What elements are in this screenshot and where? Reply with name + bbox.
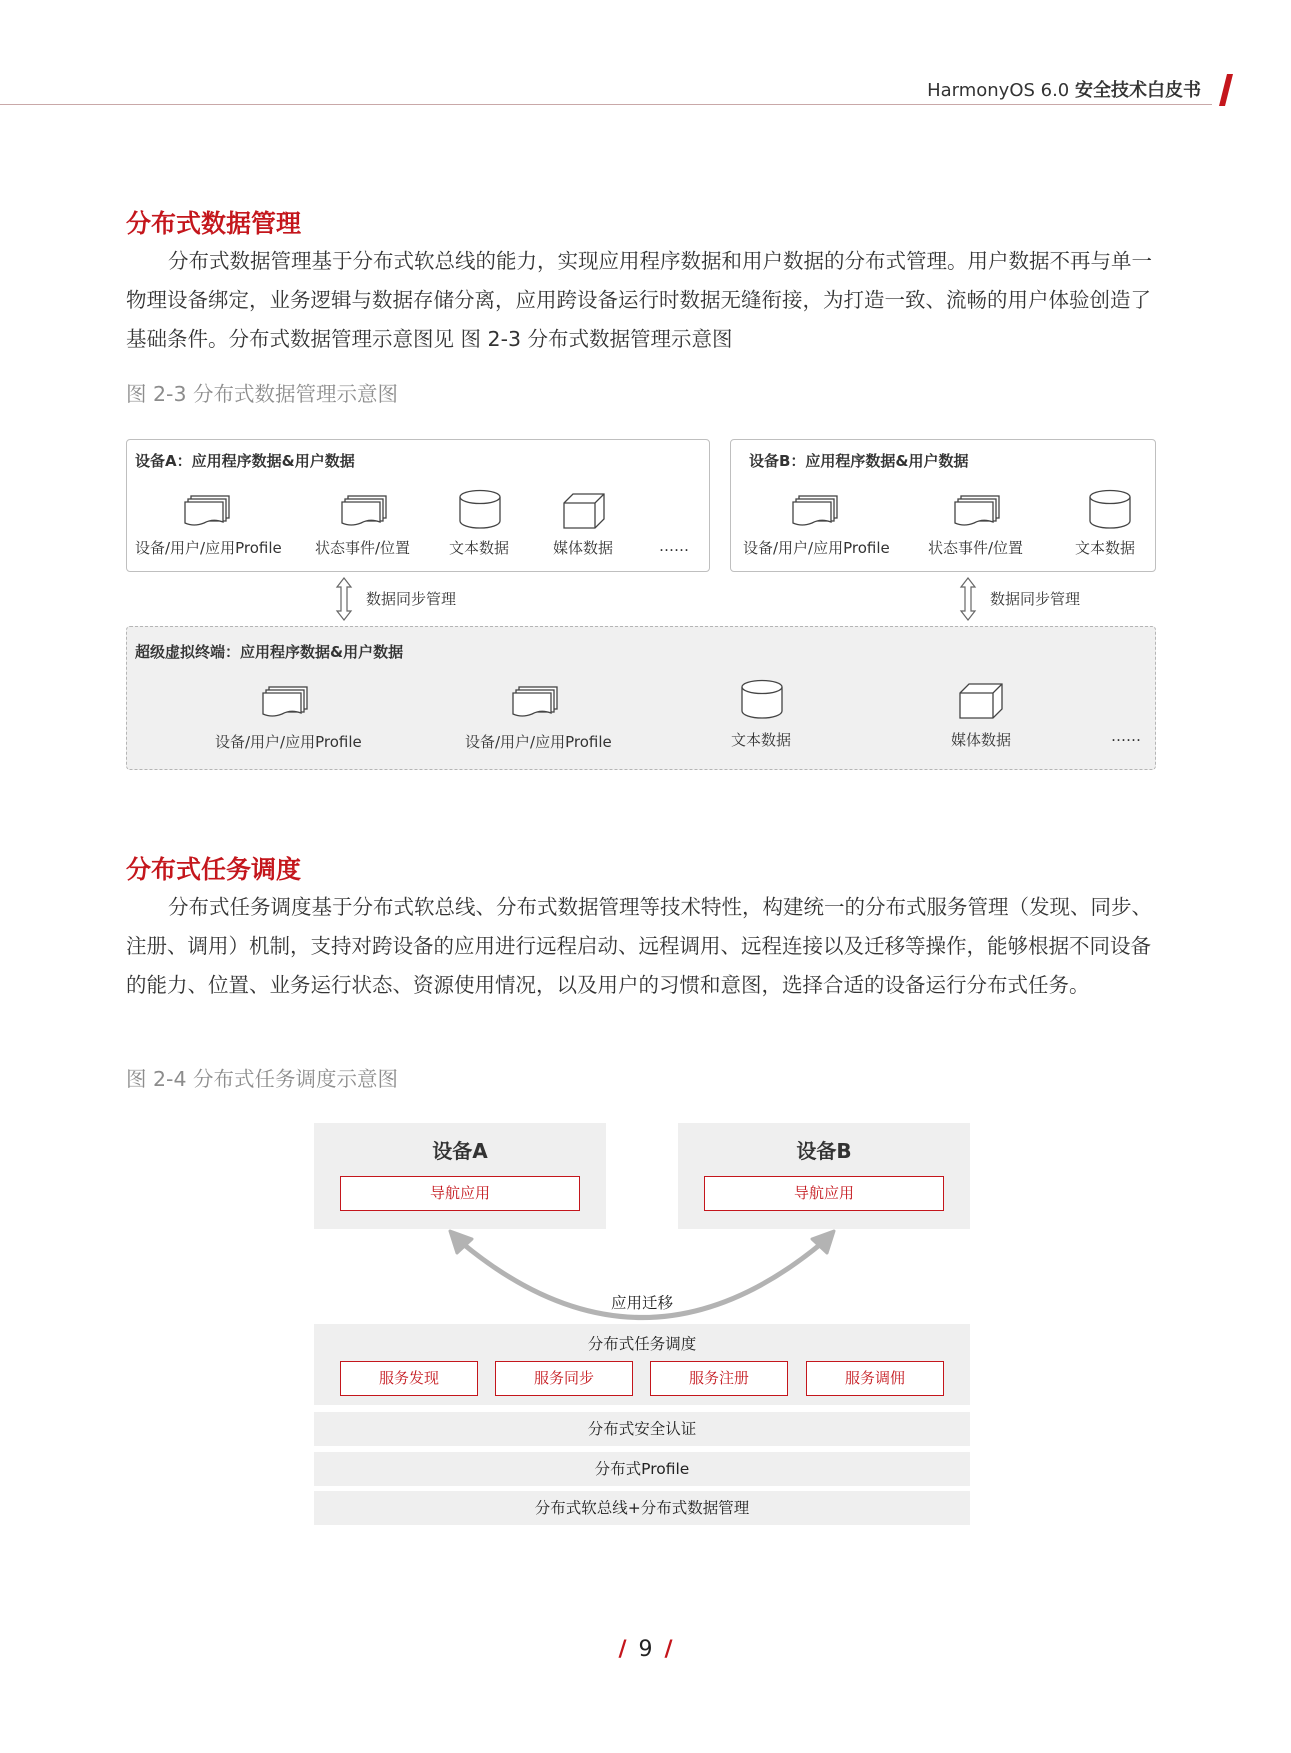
task-scheduler-panel xyxy=(314,1324,970,1405)
database-icon xyxy=(457,489,503,531)
sync-label-a: 数据同步管理 xyxy=(366,590,457,608)
device-b-data-box xyxy=(730,439,1156,572)
sync-arrow-icon xyxy=(334,576,354,622)
device-a-item-media: 媒体数据 xyxy=(553,539,614,557)
cube-icon xyxy=(957,681,1005,721)
section-paragraph-distributed-data: 分布式数据管理基于分布式软总线的能力，实现应用程序数据和用户数据的分布式管理。用户数据不再与单一物理设备绑定，业务逻辑与数据存储分离，应用跨设备运行时数据无缝衔接，为打造一致、流畅的用户体验创造了基础条件。分布式数据管理示意图见 图 2-3 分布式数据管理示意图 xyxy=(126,249,1152,351)
header-doc-title: 安全技术白皮书 xyxy=(1075,80,1201,101)
stacked-sheets-icon xyxy=(183,494,233,528)
device-b-panel xyxy=(678,1123,970,1229)
super-item-profile-2: 设备/用户/应用Profile xyxy=(465,733,612,751)
page-number xyxy=(0,1637,1291,1662)
device-a-title: 设备A xyxy=(432,1139,488,1163)
header-accent-mark xyxy=(1219,74,1233,106)
super-item-profile-1: 设备/用户/应用Profile xyxy=(215,733,362,751)
device-a-item-text: 文本数据 xyxy=(449,539,510,557)
header-title xyxy=(927,76,1201,102)
super-terminal-label: 超级虚拟终端：应用程序数据&用户数据 xyxy=(135,643,404,661)
database-icon xyxy=(1087,489,1133,531)
sync-arrow-icon xyxy=(958,576,978,622)
header-product: HarmonyOS 6.0 xyxy=(927,80,1070,101)
cube-icon xyxy=(561,491,607,531)
device-a-box-label: 设备A：应用程序数据&用户数据 xyxy=(135,452,355,470)
service-register-box: 服务注册 xyxy=(650,1361,788,1396)
database-icon xyxy=(739,679,785,721)
device-b-title: 设备B xyxy=(796,1139,852,1163)
sync-label-b: 数据同步管理 xyxy=(990,590,1081,608)
device-a-data-box xyxy=(126,439,710,572)
super-item-media: 媒体数据 xyxy=(951,731,1012,749)
device-a-item-more: …… xyxy=(659,537,689,555)
figure-caption-2-4: 图 2-4 分布式任务调度示意图 xyxy=(126,1067,399,1091)
layer-security-auth: 分布式安全认证 xyxy=(314,1412,970,1446)
figure-2-3 xyxy=(126,439,1156,779)
service-invoke-box: 服务调佣 xyxy=(806,1361,944,1396)
device-b-box-label: 设备B：应用程序数据&用户数据 xyxy=(749,452,969,470)
figure-2-4 xyxy=(314,1123,970,1525)
stacked-sheets-icon xyxy=(791,494,841,528)
device-b-item-profile: 设备/用户/应用Profile xyxy=(743,539,890,557)
service-discovery-box: 服务发现 xyxy=(340,1361,478,1396)
task-scheduler-title: 分布式任务调度 xyxy=(587,1335,697,1353)
header-rule xyxy=(0,104,1212,105)
section-title-distributed-data: 分布式数据管理 xyxy=(126,209,302,238)
stacked-sheets-icon xyxy=(340,494,390,528)
device-a-item-status: 状态事件/位置 xyxy=(315,539,411,557)
device-b-nav-app: 导航应用 xyxy=(704,1176,944,1211)
page-number-slash-right: / xyxy=(664,1637,673,1662)
figure-caption-2-3: 图 2-3 分布式数据管理示意图 xyxy=(126,382,399,406)
page-number-slash-left: / xyxy=(618,1637,627,1662)
section-paragraph-distributed-scheduling: 分布式任务调度基于分布式软总线、分布式数据管理等技术特性，构建统一的分布式服务管理（发现、同步、注册、调用）机制，支持对跨设备的应用进行远程启动、远程调用、远程连接以及迁移等操作，能够根据不同设备的能力、位置、业务运行状态、资源使用情况，以及用户的习惯和意图，选择合适的设备运行分布式任务。 xyxy=(126,895,1152,997)
stacked-sheets-icon xyxy=(511,685,561,719)
layer-profile: 分布式Profile xyxy=(314,1452,970,1486)
migration-label: 应用迁移 xyxy=(610,1294,673,1312)
device-b-item-text: 文本数据 xyxy=(1075,539,1136,557)
device-a-panel xyxy=(314,1123,606,1229)
super-virtual-terminal-box xyxy=(126,626,1156,770)
layer-softbus-data: 分布式软总线+分布式数据管理 xyxy=(314,1491,970,1525)
page-number-value: 9 xyxy=(638,1637,653,1662)
device-a-nav-app: 导航应用 xyxy=(340,1176,580,1211)
stacked-sheets-icon xyxy=(953,494,1003,528)
device-b-item-status: 状态事件/位置 xyxy=(928,539,1024,557)
super-item-more: …… xyxy=(1111,727,1141,745)
device-a-item-profile: 设备/用户/应用Profile xyxy=(135,539,282,557)
service-sync-box: 服务同步 xyxy=(495,1361,633,1396)
super-item-text: 文本数据 xyxy=(731,731,792,749)
stacked-sheets-icon xyxy=(261,685,311,719)
section-title-distributed-scheduling: 分布式任务调度 xyxy=(126,855,302,884)
